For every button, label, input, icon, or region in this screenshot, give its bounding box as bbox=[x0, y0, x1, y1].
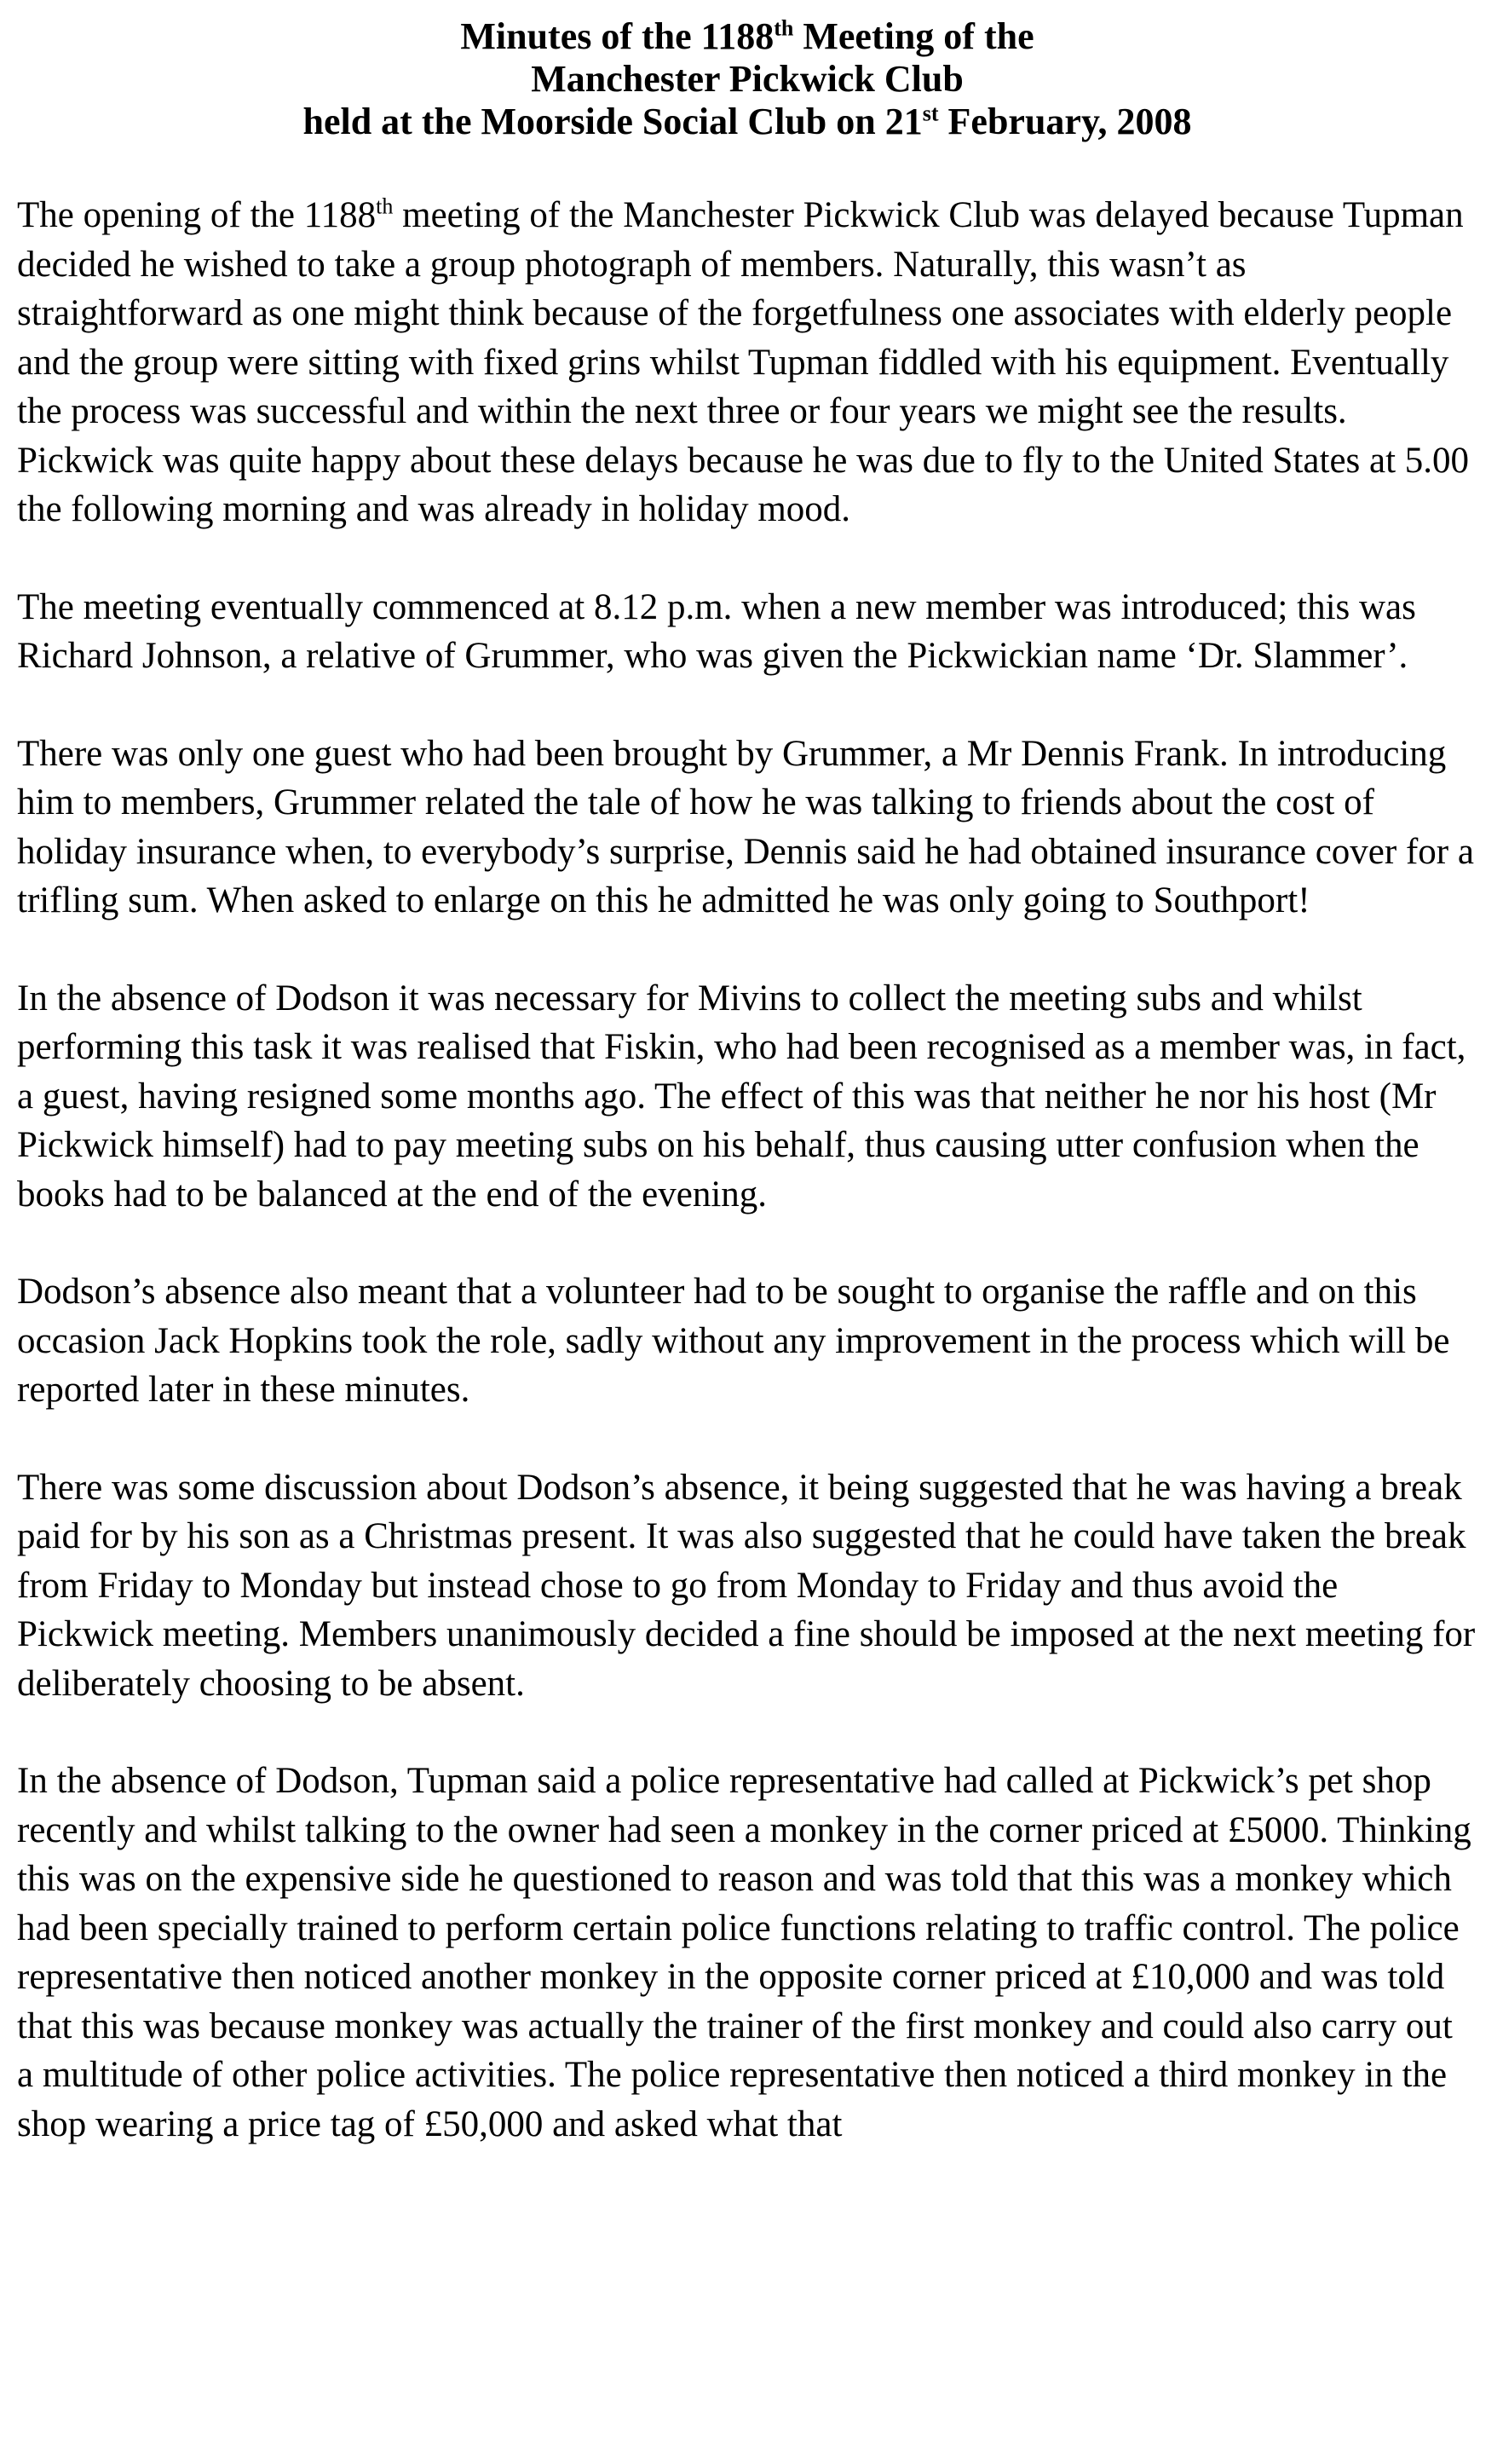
heading-line-3-pre: held at the Moorside Social Club on 21 bbox=[302, 101, 923, 142]
document-heading bbox=[17, 15, 1477, 143]
heading-line-2: Manchester Pickwick Club bbox=[531, 58, 964, 100]
paragraph-monkey-story: In the absence of Dodson, Tupman said a police representative had called at Pickwick’s pet shop recently and whilst talking to the owner had seen a monkey in the corner priced at £5000. Thinking this was on the expensive side he questioned to reason and was told that this was a monkey which had been specially trained to perform certain police functions relating to traffic control. The police representative then noticed another monkey in the opposite corner priced at £10,000 and was told that this was because monkey was actually the trainer of the first monkey and could also carry out a multitude of other police activities. The police representative then noticed a third monkey in the shop wearing a price tag of £50,000 and asked what that bbox=[17, 1761, 1471, 2144]
paragraph-guest: There was only one guest who had been brought by Grummer, a Mr Dennis Frank. In introducing him to members, Grummer related the tale of how he was talking to friends about the cost of holiday insurance when, to everybody’s surprise, Dennis said he had obtained insurance cover for a trifling sum. When asked to enlarge on this he admitted he was only going to Southport! bbox=[17, 733, 1474, 920]
heading-line-1-post: Meeting of the bbox=[793, 15, 1034, 57]
heading-line-3 bbox=[17, 101, 1477, 143]
paragraph-new-member: The meeting eventually commenced at 8.12 p.m. when a new member was introduced; this was Richard Johnson, a relative of Grummer, who was given the Pickwickian name ‘Dr. Slammer’. bbox=[17, 586, 1416, 676]
paragraph-dodson-absence: There was some discussion about Dodson’s absence, it being suggested that he was having a break paid for by his son as a Christmas present. It was also suggested that he could have taken the break from Friday to Monday but instead chose to go from Monday to Friday and thus avoid the Pickwick meeting. Members unanimously decided a fine should be imposed at the next meeting for deliberately choosing to be absent. bbox=[17, 1467, 1476, 1704]
paragraph-opening-ordinal: th bbox=[376, 193, 394, 219]
heading-line-3-ordinal: st bbox=[922, 101, 939, 126]
heading-line-1 bbox=[17, 15, 1477, 58]
paragraph-opening-pre: The opening of the 1188 bbox=[17, 195, 377, 235]
paragraph-raffle: Dodson’s absence also meant that a volunteer had to be sought to organise the raffle and on this occasion Jack Hopkins took the role, sadly without any improvement in the process which will be reported later in these minutes. bbox=[17, 1272, 1450, 1410]
heading-line-1-ordinal: th bbox=[774, 15, 794, 41]
paragraph-meeting-subs: In the absence of Dodson it was necessary for Mivins to collect the meeting subs and whilst performing this task it was realised that Fiskin, who had been recognised as a member was, in fact, a guest, having resigned some months ago. The effect of this was that neither he nor his host (Mr Pickwick himself) had to pay meeting subs on his behalf, thus causing utter confusion when the books had to be balanced at the end of the evening. bbox=[17, 978, 1466, 1215]
paragraph-opening bbox=[17, 191, 1477, 534]
heading-line-3-post: February, 2008 bbox=[938, 101, 1192, 142]
heading-line-1-pre: Minutes of the 1188 bbox=[460, 15, 775, 57]
paragraph-opening-post: meeting of the Manchester Pickwick Club was delayed because Tupman decided he wished to take a group photograph of members. Naturally, this wasn’t as straightforward as one might think because of the forgetfulness one associates with elderly people and the group were sitting with fixed grins whilst Tupman fiddled with his equipment. Eventually the process was successful and within the next three or four years we might see the results. Pickwick was quite happy about these delays because he was due to fly to the United States at 5.00 the following morning and was already in holiday mood. bbox=[17, 195, 1470, 529]
